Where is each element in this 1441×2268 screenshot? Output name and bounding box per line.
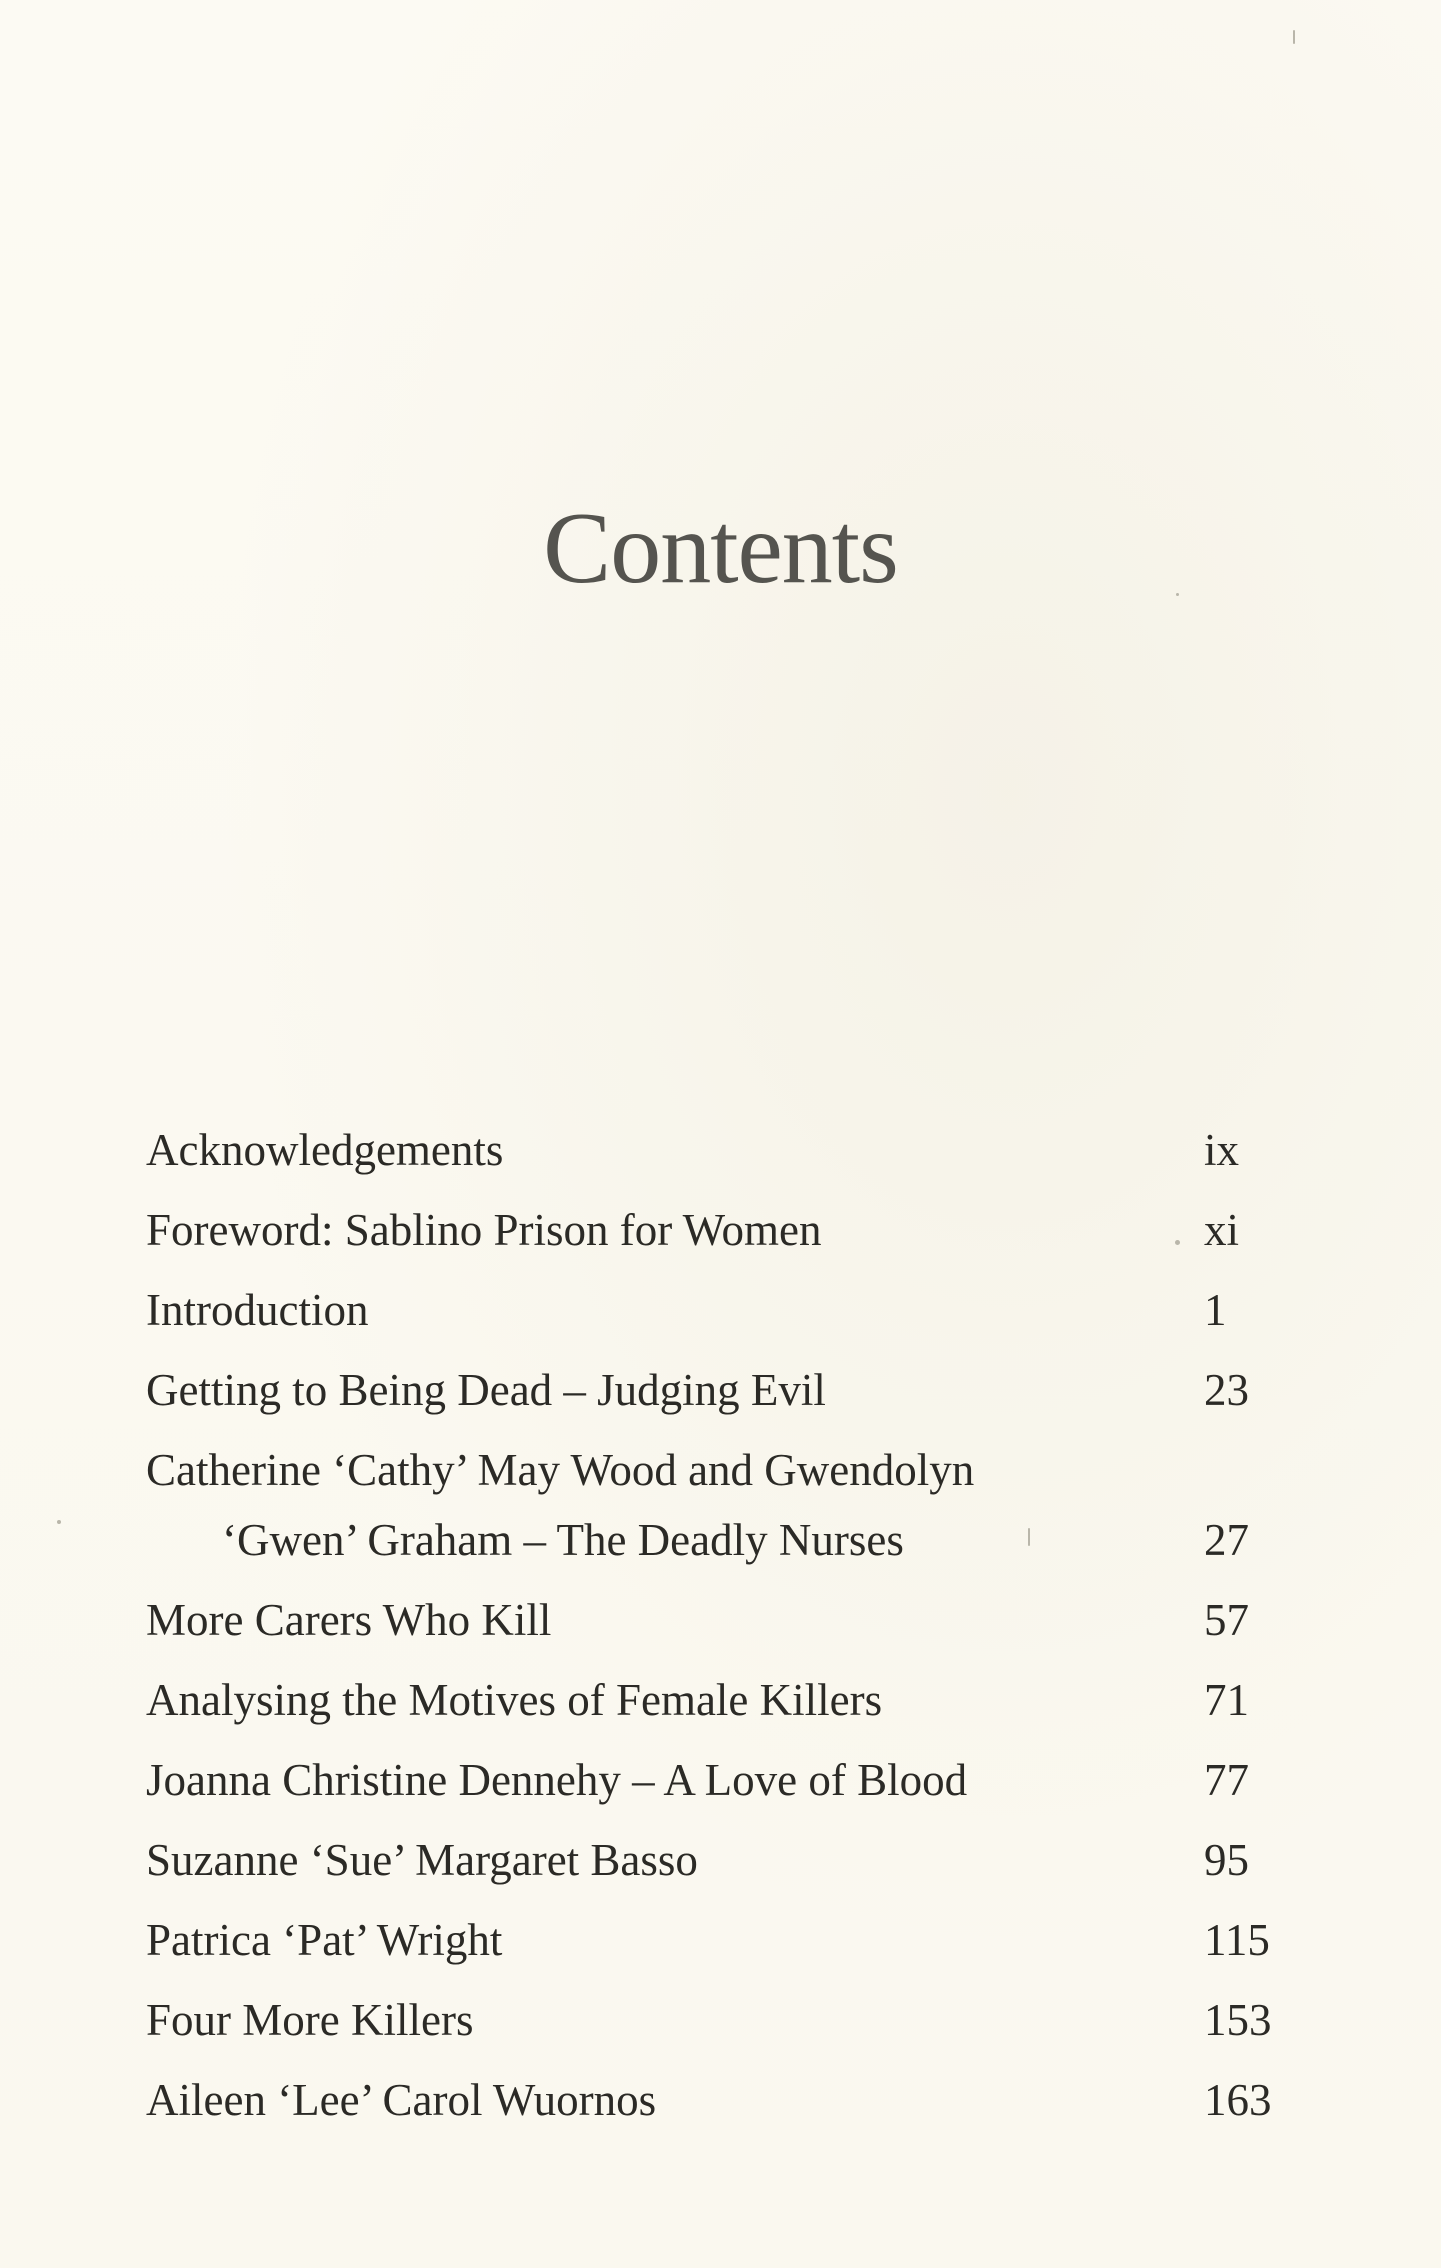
toc-entry-page-number: 57: [1204, 1595, 1249, 1645]
toc-entry-page-number: 71: [1204, 1675, 1249, 1725]
toc-entry-title: Analysing the Motives of Female Killers: [146, 1675, 883, 1725]
toc-entry-getting-to-being-dead: [146, 1350, 1296, 1430]
toc-entry-title: More Carers Who Kill: [146, 1595, 552, 1645]
toc-entry-foreword: [146, 1190, 1296, 1270]
paper-speck: [1175, 1240, 1180, 1245]
toc-entry-page-number: 163: [1204, 2075, 1272, 2125]
toc-entry-page-number: ix: [1204, 1125, 1240, 1175]
toc-entry-page-number: 27: [1204, 1515, 1249, 1565]
toc-entry-title-line-1: Catherine ‘Cathy’ May Wood and Gwendolyn: [146, 1445, 975, 1495]
table-of-contents: [146, 1110, 1296, 2140]
toc-entry-title: Foreword: Sablino Prison for Women: [146, 1205, 822, 1255]
toc-entry-page-number: 115: [1204, 1915, 1270, 1965]
toc-entry-title-line-2: ‘Gwen’ Graham – The Deadly Nurses: [222, 1515, 904, 1565]
toc-entry-page-number: 1: [1204, 1285, 1227, 1335]
toc-entry-title: Aileen ‘Lee’ Carol Wuornos: [146, 2075, 657, 2125]
toc-entry-catherine-wood-gwendolyn-graham: [146, 1430, 1296, 1580]
paper-speck: [1176, 593, 1179, 596]
paper-speck: [1028, 1528, 1030, 1546]
toc-entry-patrica-wright: [146, 1900, 1296, 1980]
toc-entry-page-number: 153: [1204, 1995, 1272, 2045]
toc-entry-page-number: xi: [1204, 1205, 1240, 1255]
toc-entry-title: Introduction: [146, 1285, 369, 1335]
toc-entry-title: Patrica ‘Pat’ Wright: [146, 1915, 503, 1965]
toc-entry-title: Suzanne ‘Sue’ Margaret Basso: [146, 1835, 698, 1885]
toc-entry-title: Acknowledgements: [146, 1125, 504, 1175]
toc-entry-title: Getting to Being Dead – Judging Evil: [146, 1365, 826, 1415]
toc-entry-more-carers-who-kill: [146, 1580, 1296, 1660]
paper-speck: [57, 1520, 61, 1524]
toc-entry-suzanne-basso: [146, 1820, 1296, 1900]
toc-entry-page-number: 23: [1204, 1365, 1249, 1415]
toc-entry-introduction: [146, 1270, 1296, 1350]
toc-entry-page-number: 77: [1204, 1755, 1249, 1805]
toc-entry-title: Joanna Christine Dennehy – A Love of Blood: [146, 1755, 968, 1805]
toc-entry-joanna-dennehy: [146, 1740, 1296, 1820]
toc-entry-acknowledgements: [146, 1110, 1296, 1190]
toc-entry-analysing-motives: [146, 1660, 1296, 1740]
toc-entry-title: [146, 1430, 974, 1580]
paper-speck: [1293, 30, 1295, 44]
page-title: Contents: [543, 492, 898, 605]
toc-entry-aileen-wuornos: [146, 2060, 1296, 2140]
toc-entry-page-number: 95: [1204, 1835, 1249, 1885]
toc-entry-four-more-killers: [146, 1980, 1296, 2060]
toc-entry-title: Four More Killers: [146, 1995, 474, 2045]
